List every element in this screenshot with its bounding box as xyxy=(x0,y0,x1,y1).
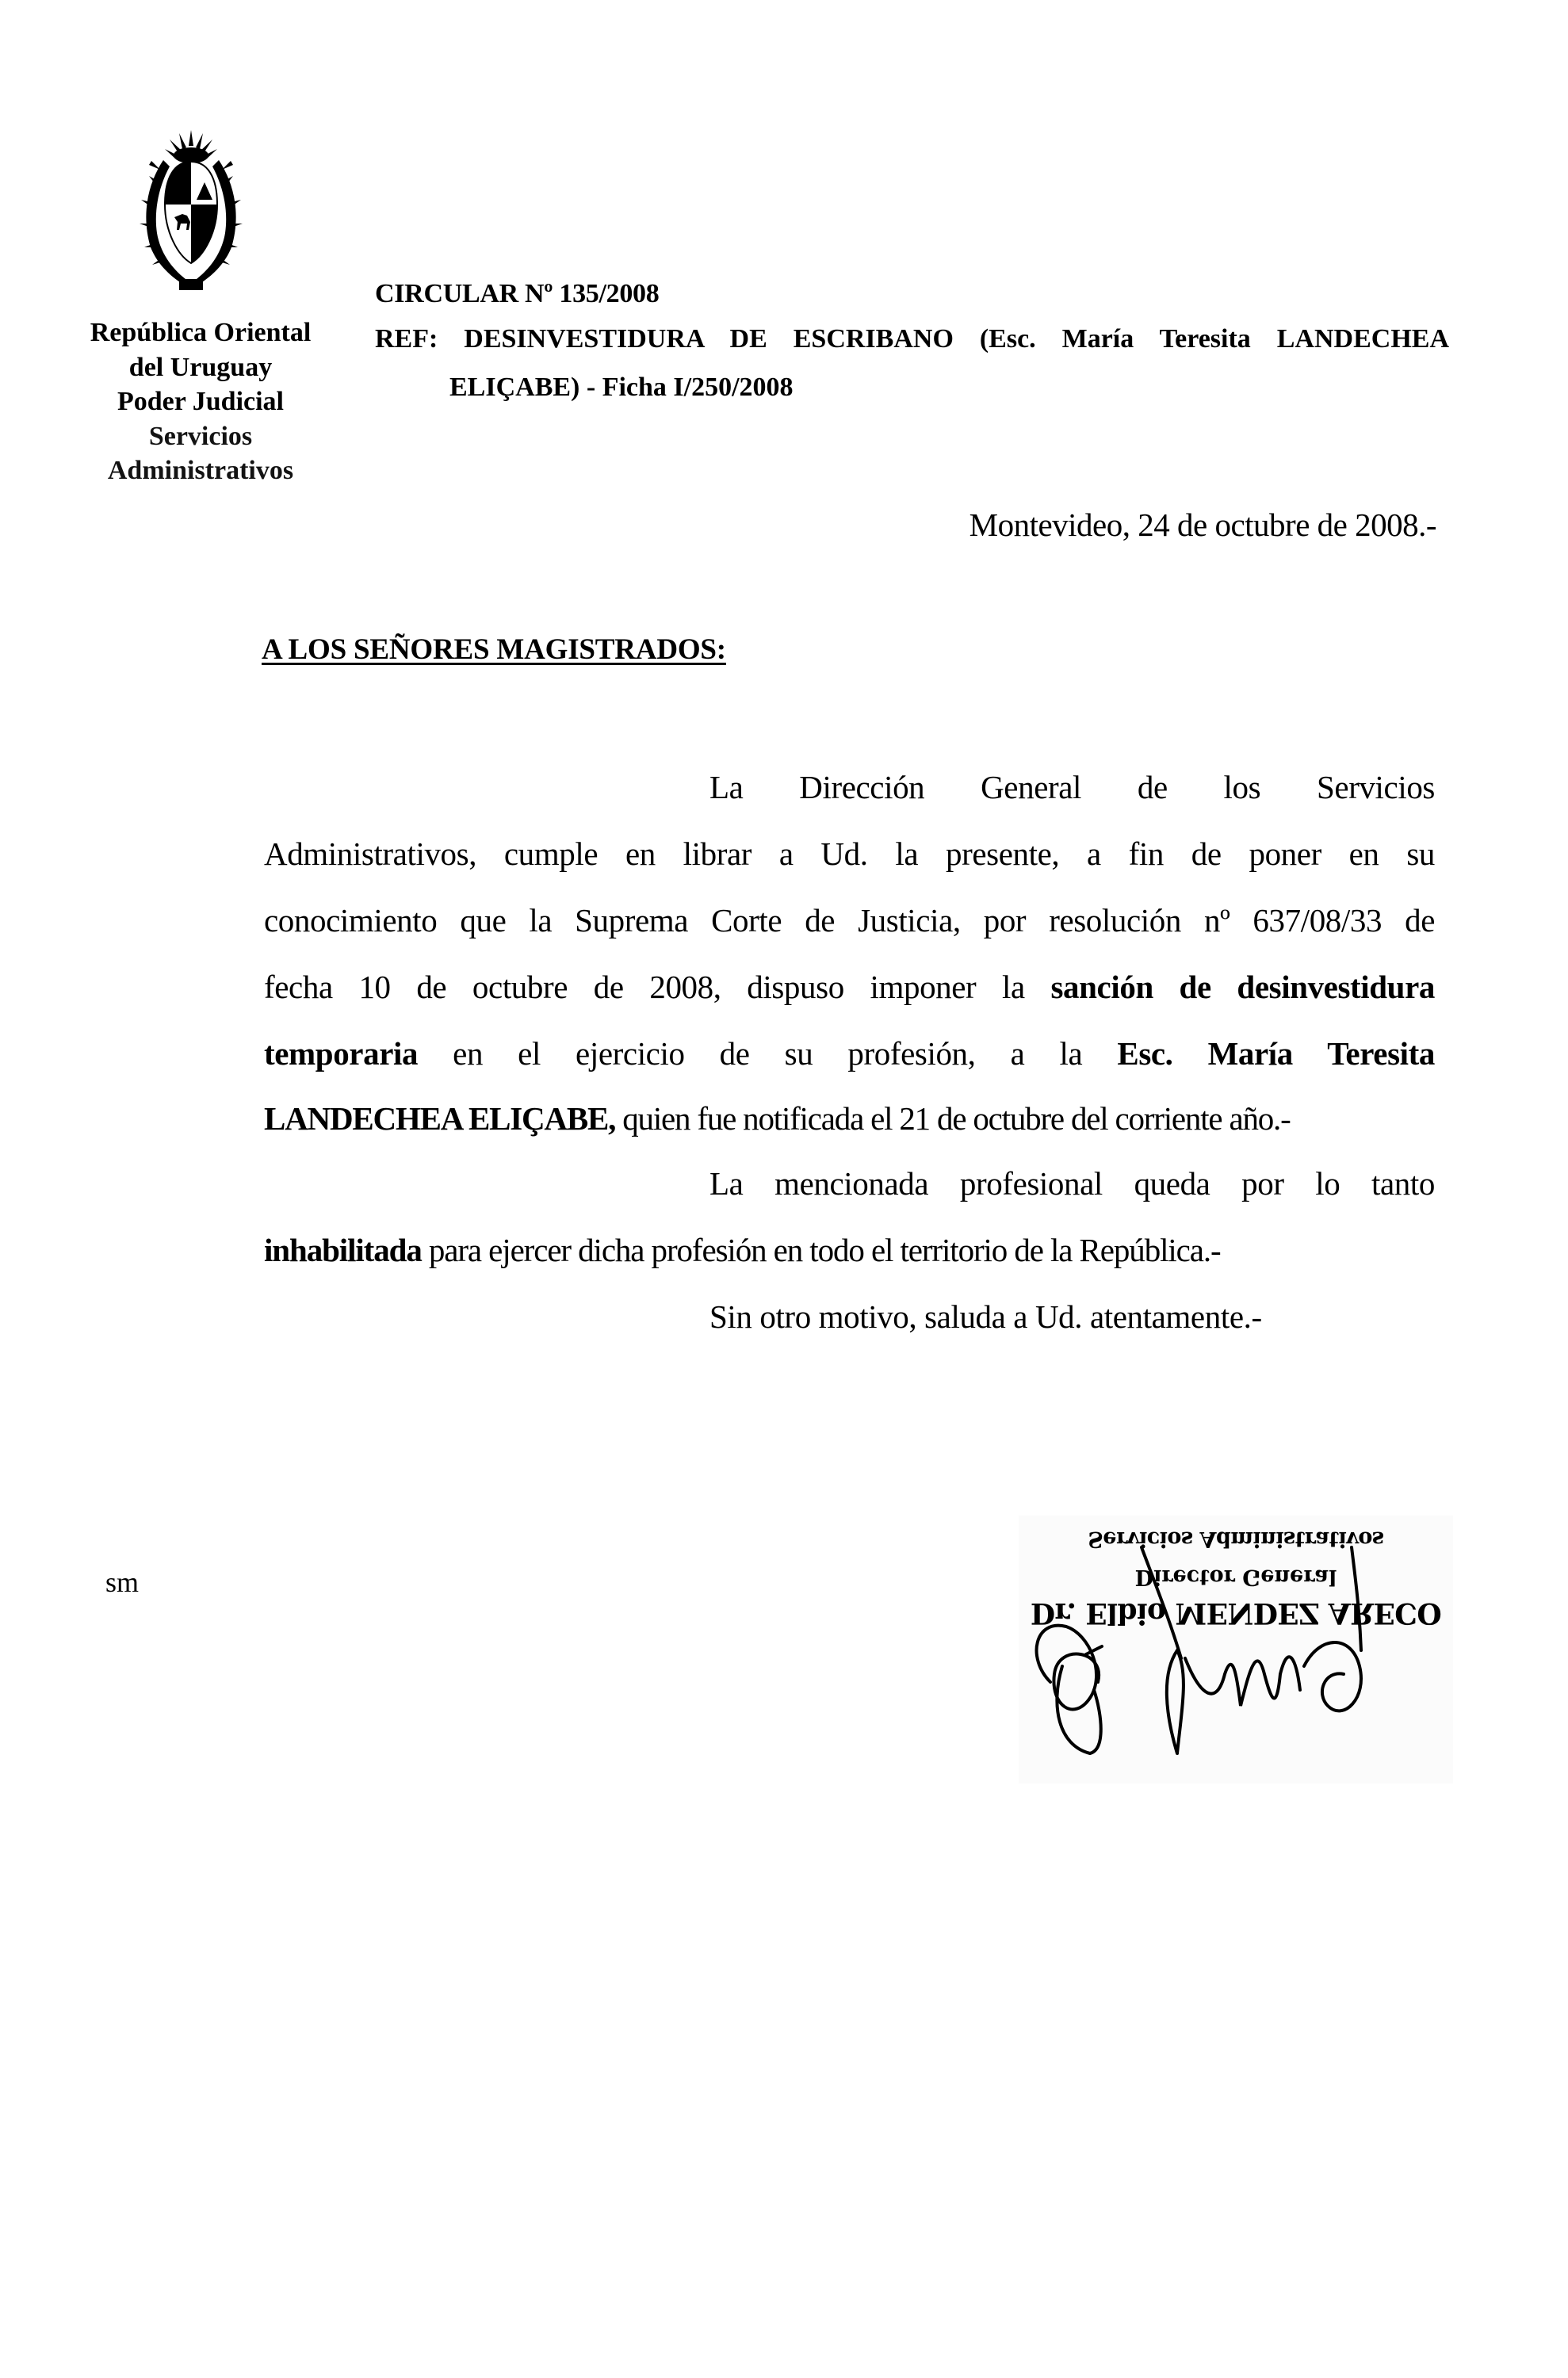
organization-name xyxy=(63,315,338,488)
circular-number: CIRCULAR Nº 135/2008 xyxy=(375,279,660,308)
body-line: La mencionada profesional queda por lo tanto xyxy=(709,1165,1435,1202)
typist-initials: sm xyxy=(105,1566,140,1598)
coat-of-arms-icon xyxy=(133,128,249,292)
signature-stroke xyxy=(1142,1547,1181,1658)
signature-stroke xyxy=(1304,1642,1361,1711)
org-line-4: Servicios xyxy=(148,421,253,451)
signature-stroke xyxy=(1352,1547,1361,1650)
emphasis-surname: LANDECHEA ELIÇABE, xyxy=(264,1100,616,1137)
closing-line: Sin otro motivo, saluda a Ud. atentamente.- xyxy=(709,1298,1262,1335)
signature-stroke xyxy=(1037,1626,1100,1710)
stamp-department: Servicios Administrativos xyxy=(1088,1527,1384,1551)
sun-rays xyxy=(165,130,217,163)
signature-icon xyxy=(1019,1516,1453,1784)
document-date: Montevideo, 24 de octubre de 2008.- xyxy=(969,507,1436,543)
reference-line-1: REF: DESINVESTIDURA DE ESCRIBANO (Esc. María Teresita LANDECHEA xyxy=(375,324,1449,354)
body-text: en el ejercicio de su profesión, a la xyxy=(418,1035,1118,1072)
body-line: La Dirección General de los Servicios xyxy=(709,769,1435,805)
stamp-title: Director General xyxy=(1134,1565,1337,1589)
official-stamp xyxy=(1019,1516,1453,1784)
body-line xyxy=(264,1099,1435,1138)
signature-stroke xyxy=(1167,1650,1184,1753)
emphasis-disqualified: inhabilitada xyxy=(264,1232,422,1268)
org-line-3: Poder Judicial xyxy=(117,387,284,416)
reference-line-2: ELIÇABE) - Ficha I/250/2008 xyxy=(449,373,794,402)
body-line xyxy=(264,1230,1435,1270)
body-text: para ejercer dicha profesión en todo el territorio de la República.- xyxy=(421,1232,1221,1268)
body-line: Administrativos, cumple en librar a Ud. la presente, a fin de poner en su xyxy=(264,835,1435,872)
signature-stroke xyxy=(1185,1657,1300,1706)
body-line xyxy=(264,1034,1435,1073)
emphasis-notary-name: Esc. María Teresita xyxy=(1117,1035,1435,1072)
shield xyxy=(165,162,217,263)
body-text: quien fue notificada el 21 de octubre del corriente año.- xyxy=(615,1100,1291,1137)
emphasis-sanction: sanción de desinvestidura xyxy=(1050,969,1435,1005)
body-text: fecha 10 de octubre de 2008, dispuso imponer la xyxy=(264,969,1051,1005)
signature-stroke xyxy=(1057,1666,1100,1753)
stamp-signatory-name: Dr. Elbio MENDEZ ARECO xyxy=(1030,1596,1442,1630)
org-line-1: República Oriental xyxy=(90,318,312,347)
salutation-heading: A LOS SEÑORES MAGISTRADOS: xyxy=(262,633,726,666)
emphasis-temporary: temporaria xyxy=(264,1035,419,1072)
body-line: conocimiento que la Suprema Corte de Justicia, por resolución nº 637/08/33 de xyxy=(264,902,1435,939)
body-line xyxy=(264,967,1435,1007)
org-line-5: Administrativos xyxy=(107,456,294,485)
org-line-2: del Uruguay xyxy=(128,352,273,382)
